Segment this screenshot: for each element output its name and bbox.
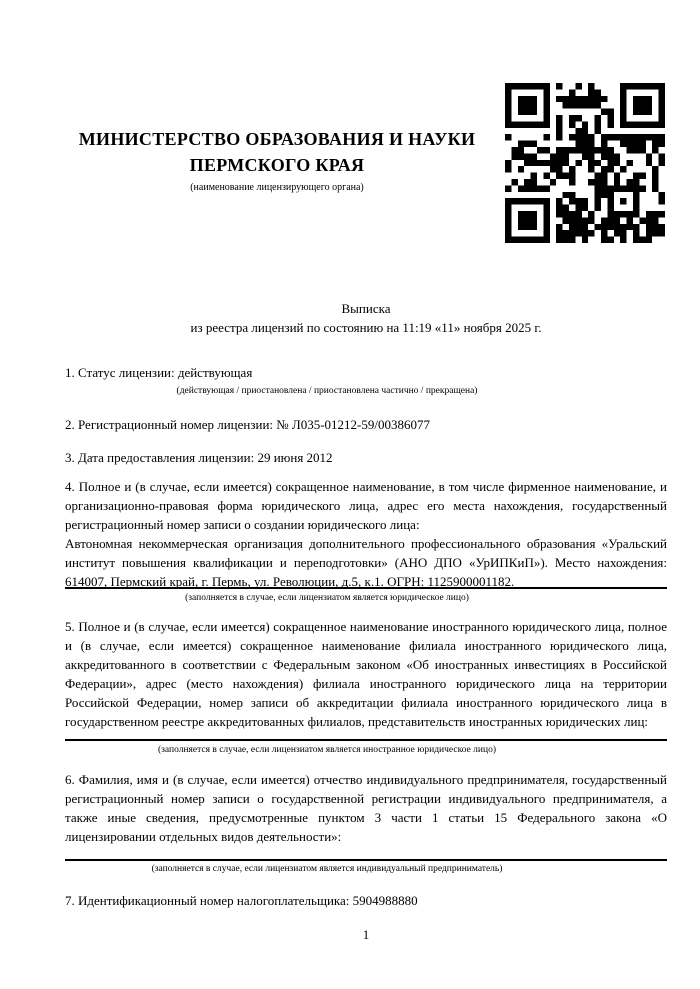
license-status-line: 1. Статус лицензии: действующая — [65, 365, 253, 380]
registration-number-line: 2. Регистрационный номер лицензии: № Л035-01212-59/00386077 — [65, 417, 431, 432]
foreign-entity-section — [65, 617, 667, 731]
individual-entrepreneur-underline — [65, 859, 667, 861]
document-title-line2: из реестра лицензий по состоянию на 11:19 «11» ноября 2025 г. — [190, 320, 542, 335]
foreign-entity-caption: (заполняется в случае, если лицензиатом является иностранное юридическое лицо) — [158, 745, 496, 755]
individual-entrepreneur-section — [65, 770, 667, 846]
foreign-entity-underline — [65, 739, 667, 741]
authority-caption: (наименование лицензирующего органа) — [190, 182, 364, 193]
individual-entrepreneur-label: 6. Фамилия, имя и (в случае, если имеется) отчество индивидуального предпринимателя, государственный регистрационный номер записи о государственной регистрации индивидуального предпринимателя, а также иные сведения, предусмотренные пунктом 3 части 1 статьи 15 Федерального закона «О лицензировании отдельных видов деятельности»: — [65, 772, 667, 844]
document-title-line1: Выписка — [341, 301, 391, 316]
legal-entity-label: 4. Полное и (в случае, если имеется) сокращенное наименование, в том числе фирменное наименование, и организационно-правовая форма юридического лица, адрес его места нахождения, государственный регистрационный номер записи о создании юридического лица: — [65, 479, 667, 532]
legal-entity-caption: (заполняется в случае, если лицензиатом является юридическое лицо) — [185, 593, 469, 603]
foreign-entity-label: 5. Полное и (в случае, если имеется) сокращенное наименование иностранного юридического лица, полное и (в случае, если имеется) сокращенное наименование филиала иностранного юридического лица, аккредитованного в соответствии с Федеральным законом «Об иностранных инвестициях в Российской Федерации», адрес (место нахождения) филиала иностранного юридического лица на территории Российской Федерации, номер записи об аккредитации филиала иностранного юридического лица в государственном реестре аккредитованных филиалов, представительств иностранных юридических лиц: — [65, 619, 667, 729]
individual-entrepreneur-caption: (заполняется в случае, если лицензиатом является индивидуальный предприниматель) — [151, 864, 503, 874]
licensing-authority-header — [65, 126, 489, 195]
taxpayer-id-line: 7. Идентификационный номер налогоплательщика: 5904988880 — [65, 893, 418, 908]
document-title — [65, 299, 667, 337]
qr-code-icon — [505, 83, 665, 243]
authority-name-line2: ПЕРМСКОГО КРАЯ — [189, 155, 365, 175]
authority-name-line1: МИНИСТЕРСТВО ОБРАЗОВАНИЯ И НАУКИ — [78, 129, 476, 149]
legal-entity-value: Автономная некоммерческая организация дополнительного профессионального образования «Уральский институт повышения квалификации и переподготовки» (АНО ДПО «УрИПКиП»). Место нахождения: 614007, Пермский край, г. Пермь, ул. Революции, д.5, к.1. ОГРН: 1125900001182. — [65, 536, 667, 589]
legal-entity-underline — [65, 587, 667, 589]
page-number: 1 — [362, 927, 370, 942]
legal-entity-section — [65, 477, 667, 591]
license-status-options-caption: (действующая / приостановлена / приостановлена частично / прекращена) — [176, 386, 478, 396]
license-grant-date-line: 3. Дата предоставления лицензии: 29 июня 2012 — [65, 450, 333, 465]
